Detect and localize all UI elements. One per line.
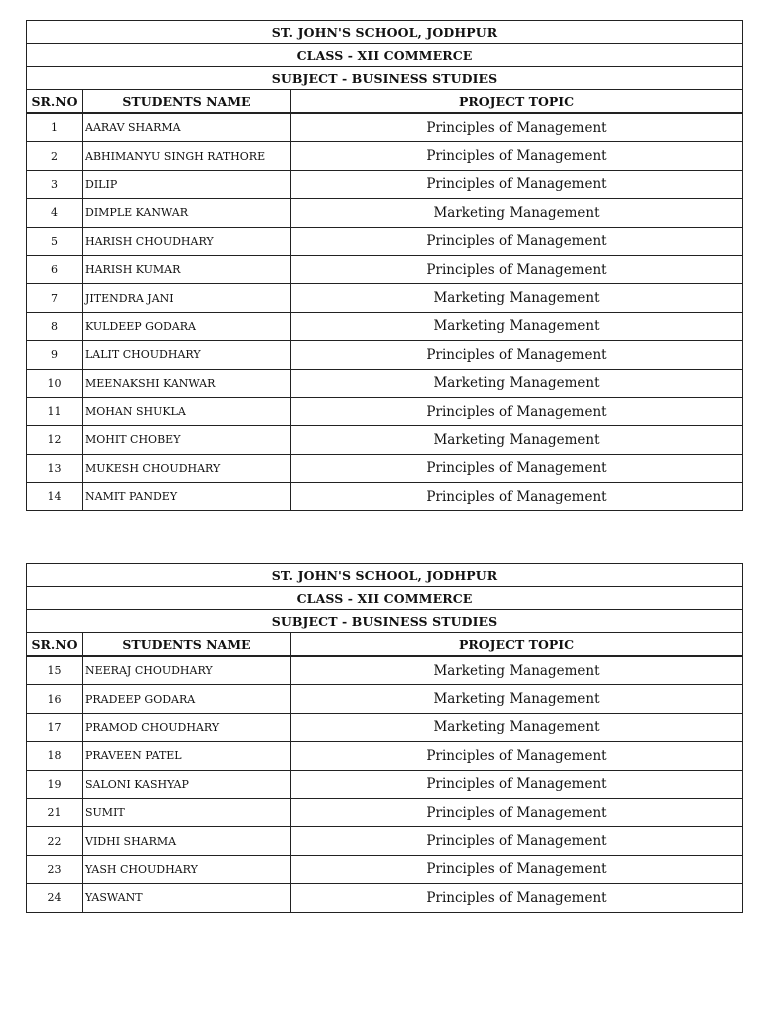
student-name-cell: MEENAKSHI KANWAR xyxy=(83,369,291,397)
class-title-row xyxy=(27,587,743,610)
project-topic-cell: Principles of Management xyxy=(291,170,743,198)
project-topic-cell: Principles of Management xyxy=(291,770,743,798)
sr-no-cell: 8 xyxy=(27,312,83,340)
sr-no-cell: 18 xyxy=(27,742,83,770)
student-name-cell: HARISH CHOUDHARY xyxy=(83,227,291,255)
project-topic-cell: Marketing Management xyxy=(291,426,743,454)
school-title-row xyxy=(27,564,743,587)
table-row xyxy=(27,713,743,741)
table-row xyxy=(27,827,743,855)
student-name-cell: MUKESH CHOUDHARY xyxy=(83,454,291,482)
project-topic-cell: Marketing Management xyxy=(291,713,743,741)
sr-no-cell: 24 xyxy=(27,884,83,912)
school-name: ST. JOHN'S SCHOOL, JODHPUR xyxy=(27,21,743,44)
class-name: CLASS - XII COMMERCE xyxy=(27,44,743,67)
project-topic-cell: Principles of Management xyxy=(291,827,743,855)
table-row xyxy=(27,312,743,340)
project-topic-cell: Principles of Management xyxy=(291,113,743,142)
sr-no-cell: 17 xyxy=(27,713,83,741)
sr-no-cell: 16 xyxy=(27,685,83,713)
header-student-name: STUDENTS NAME xyxy=(83,633,291,657)
column-header-row xyxy=(27,90,743,114)
student-name-cell: ABHIMANYU SINGH RATHORE xyxy=(83,142,291,170)
project-topic-cell: Principles of Management xyxy=(291,798,743,826)
table-row xyxy=(27,284,743,312)
sr-no-cell: 15 xyxy=(27,656,83,685)
project-topic-cell: Marketing Management xyxy=(291,369,743,397)
student-name-cell: HARISH KUMAR xyxy=(83,255,291,283)
table-row xyxy=(27,113,743,142)
student-name-cell: YASWANT xyxy=(83,884,291,912)
table-body xyxy=(27,564,743,913)
school-name: ST. JOHN'S SCHOOL, JODHPUR xyxy=(27,564,743,587)
student-name-cell: AARAV SHARMA xyxy=(83,113,291,142)
subject-name: SUBJECT - BUSINESS STUDIES xyxy=(27,610,743,633)
student-name-cell: SUMIT xyxy=(83,798,291,826)
project-topic-cell: Principles of Management xyxy=(291,341,743,369)
project-topic-cell: Principles of Management xyxy=(291,255,743,283)
table-row xyxy=(27,199,743,227)
sr-no-cell: 10 xyxy=(27,369,83,397)
project-topic-cell: Principles of Management xyxy=(291,397,743,425)
sr-no-cell: 7 xyxy=(27,284,83,312)
column-header-row xyxy=(27,633,743,657)
class-name: CLASS - XII COMMERCE xyxy=(27,587,743,610)
table-row xyxy=(27,483,743,511)
student-name-cell: PRAVEEN PATEL xyxy=(83,742,291,770)
school-title-row xyxy=(27,21,743,44)
sr-no-cell: 11 xyxy=(27,397,83,425)
project-topic-cell: Marketing Management xyxy=(291,284,743,312)
student-project-table-1 xyxy=(26,20,743,511)
project-topic-cell: Principles of Management xyxy=(291,483,743,511)
student-name-cell: DILIP xyxy=(83,170,291,198)
student-name-cell: MOHAN SHUKLA xyxy=(83,397,291,425)
table-row xyxy=(27,454,743,482)
table-row xyxy=(27,770,743,798)
subject-name: SUBJECT - BUSINESS STUDIES xyxy=(27,67,743,90)
table-row xyxy=(27,742,743,770)
table-body xyxy=(27,21,743,511)
sr-no-cell: 5 xyxy=(27,227,83,255)
sr-no-cell: 4 xyxy=(27,199,83,227)
student-name-cell: LALIT CHOUDHARY xyxy=(83,341,291,369)
table-row xyxy=(27,170,743,198)
sr-no-cell: 14 xyxy=(27,483,83,511)
table-row xyxy=(27,142,743,170)
student-name-cell: DIMPLE KANWAR xyxy=(83,199,291,227)
student-name-cell: VIDHI SHARMA xyxy=(83,827,291,855)
sr-no-cell: 6 xyxy=(27,255,83,283)
table-row xyxy=(27,227,743,255)
sr-no-cell: 3 xyxy=(27,170,83,198)
header-sr-no: SR.NO xyxy=(27,633,83,657)
table-row xyxy=(27,855,743,883)
table-row xyxy=(27,341,743,369)
table-row xyxy=(27,884,743,912)
project-topic-cell: Principles of Management xyxy=(291,227,743,255)
header-sr-no: SR.NO xyxy=(27,90,83,114)
header-student-name: STUDENTS NAME xyxy=(83,90,291,114)
student-name-cell: PRAMOD CHOUDHARY xyxy=(83,713,291,741)
table-row xyxy=(27,369,743,397)
table-row xyxy=(27,798,743,826)
sr-no-cell: 1 xyxy=(27,113,83,142)
student-name-cell: SALONI KASHYAP xyxy=(83,770,291,798)
sr-no-cell: 21 xyxy=(27,798,83,826)
sr-no-cell: 19 xyxy=(27,770,83,798)
sr-no-cell: 23 xyxy=(27,855,83,883)
project-topic-cell: Principles of Management xyxy=(291,742,743,770)
table-row xyxy=(27,255,743,283)
table-row xyxy=(27,397,743,425)
table-row xyxy=(27,656,743,685)
project-topic-cell: Marketing Management xyxy=(291,199,743,227)
header-project-topic: PROJECT TOPIC xyxy=(291,633,743,657)
project-topic-cell: Principles of Management xyxy=(291,454,743,482)
student-name-cell: MOHIT CHOBEY xyxy=(83,426,291,454)
student-name-cell: YASH CHOUDHARY xyxy=(83,855,291,883)
project-topic-cell: Principles of Management xyxy=(291,884,743,912)
sr-no-cell: 2 xyxy=(27,142,83,170)
table-row xyxy=(27,685,743,713)
class-title-row xyxy=(27,44,743,67)
subject-title-row xyxy=(27,610,743,633)
header-project-topic: PROJECT TOPIC xyxy=(291,90,743,114)
student-name-cell: NEERAJ CHOUDHARY xyxy=(83,656,291,685)
student-name-cell: JITENDRA JANI xyxy=(83,284,291,312)
student-name-cell: PRADEEP GODARA xyxy=(83,685,291,713)
project-topic-cell: Marketing Management xyxy=(291,656,743,685)
sr-no-cell: 22 xyxy=(27,827,83,855)
sr-no-cell: 13 xyxy=(27,454,83,482)
student-project-table-2 xyxy=(26,563,743,913)
project-topic-cell: Principles of Management xyxy=(291,142,743,170)
table-row xyxy=(27,426,743,454)
project-topic-cell: Marketing Management xyxy=(291,312,743,340)
student-name-cell: KULDEEP GODARA xyxy=(83,312,291,340)
subject-title-row xyxy=(27,67,743,90)
project-topic-cell: Principles of Management xyxy=(291,855,743,883)
project-topic-cell: Marketing Management xyxy=(291,685,743,713)
sr-no-cell: 12 xyxy=(27,426,83,454)
student-name-cell: NAMIT PANDEY xyxy=(83,483,291,511)
sr-no-cell: 9 xyxy=(27,341,83,369)
